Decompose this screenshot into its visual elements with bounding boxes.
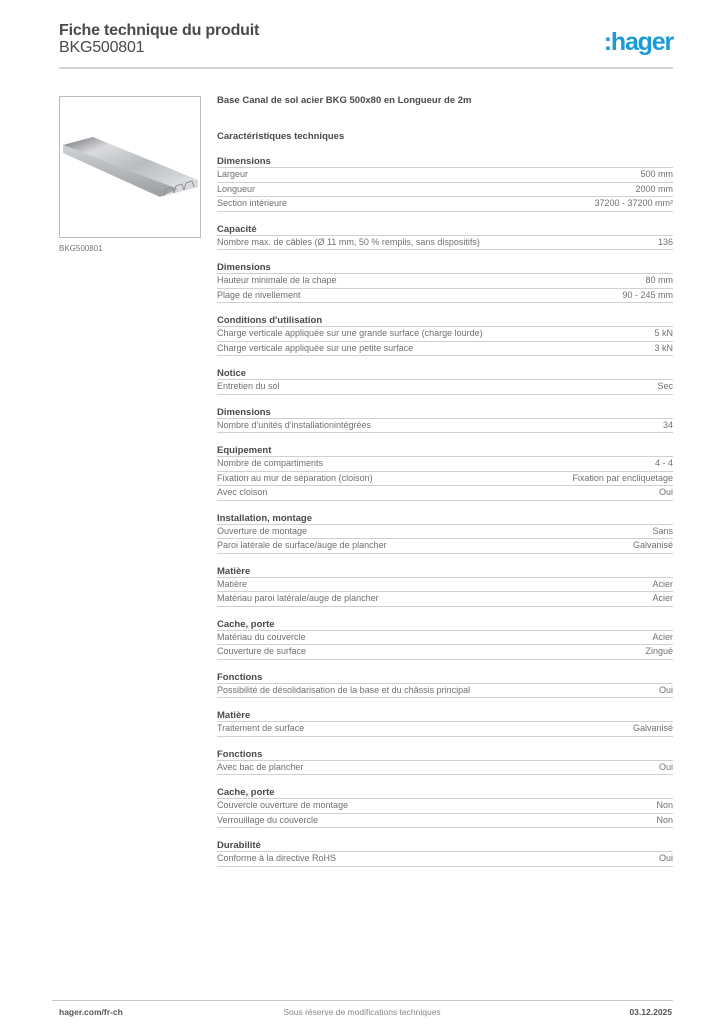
spec-label: Matériau paroi latérale/auge de plancher — [217, 593, 379, 603]
spec-row — [217, 327, 673, 342]
spec-row — [217, 814, 673, 829]
spec-label: Avec bac de plancher — [217, 761, 304, 772]
specifications — [217, 94, 673, 867]
spec-value: 5 kN — [654, 328, 673, 338]
spec-group-title: Cache, porte — [217, 786, 673, 799]
spec-value: 500 mm — [640, 169, 673, 179]
spec-value: 2000 mm — [635, 183, 673, 194]
spec-label: Paroi latérale de surface/auge de plancher — [217, 540, 387, 550]
spec-group-title: Dimensions — [217, 406, 673, 419]
spec-group — [217, 261, 673, 303]
spec-label: Verrouillage du couvercle — [217, 814, 319, 825]
header-divider — [59, 67, 673, 69]
spec-row — [217, 236, 673, 251]
footer-date: 03.12.2025 — [629, 1007, 672, 1017]
spec-label: Possibilité de désolidarisation de la base et du châssis principal — [217, 684, 471, 695]
spec-group — [217, 406, 673, 434]
spec-group — [217, 444, 673, 501]
spec-row — [217, 539, 673, 554]
section-title: Caractéristiques techniques — [217, 131, 345, 142]
document-title: Fiche technique du produit — [59, 22, 260, 39]
spec-label: Charge verticale appliquée sur une grande surface (charge lourde) — [217, 328, 483, 338]
spec-group-title: Fonctions — [217, 748, 673, 761]
spec-value: 34 — [662, 419, 673, 430]
spec-group — [217, 223, 673, 251]
spec-value: Galvanisé — [632, 723, 673, 733]
spec-group-title: Dimensions — [217, 155, 673, 168]
spec-group-title: Fonctions — [217, 671, 673, 684]
spec-value: 37200 - 37200 mm² — [594, 198, 673, 208]
spec-label: Section intérieure — [217, 198, 288, 208]
spec-group-title: Cache, porte — [217, 618, 673, 631]
document-header — [59, 20, 673, 68]
spec-value: Acier — [652, 631, 673, 642]
spec-label: Entretien du sol — [217, 381, 280, 391]
spec-label: Ouverture de montage — [217, 525, 308, 536]
spec-label: Fixation au mur de séparation (cloison) — [217, 472, 373, 483]
spec-group-title: Matière — [217, 565, 673, 578]
spec-value: Galvanisé — [632, 540, 673, 550]
spec-value: Oui — [658, 853, 673, 863]
spec-row — [217, 722, 673, 737]
spec-row — [217, 457, 673, 472]
spec-row — [217, 289, 673, 304]
spec-row — [217, 197, 673, 212]
spec-group-title: Conditions d'utilisation — [217, 314, 673, 327]
spec-value: Oui — [658, 684, 673, 695]
spec-row — [217, 592, 673, 607]
spec-group — [217, 748, 673, 776]
spec-group — [217, 314, 673, 356]
spec-label: Couvercle ouverture de montage — [217, 800, 349, 810]
spec-row — [217, 274, 673, 289]
spec-group — [217, 709, 673, 737]
spec-row — [217, 419, 673, 434]
spec-label: Nombre max. de câbles (Ø 11 mm, 50 % remplis, sans dispositifs) — [217, 236, 480, 247]
spec-group — [217, 786, 673, 828]
spec-group — [217, 618, 673, 660]
footer-website-link[interactable]: hager.com/fr-ch — [59, 1007, 123, 1017]
spec-group-title: Dimensions — [217, 261, 673, 274]
spec-group-title: Notice — [217, 367, 673, 380]
spec-row — [217, 525, 673, 540]
spec-group — [217, 671, 673, 699]
spec-row — [217, 380, 673, 395]
spec-label: Traitement de surface — [217, 723, 305, 733]
spec-value: Fixation par encliquetage — [572, 472, 673, 483]
spec-label: Nombre de compartiments — [217, 458, 324, 468]
spec-label: Conforme à la directive RoHS — [217, 853, 337, 863]
spec-value: Sec — [657, 381, 673, 391]
spec-group-title: Capacité — [217, 223, 673, 236]
spec-label: Largeur — [217, 169, 249, 179]
product-name: Base Canal de sol acier BKG 500x80 en Longueur de 2m — [217, 95, 472, 106]
footer-divider — [52, 1000, 673, 1001]
spec-group — [217, 565, 673, 607]
product-reference: BKG500801 — [59, 39, 145, 56]
spec-row — [217, 631, 673, 646]
spec-label: Hauteur minimale de la chape — [217, 275, 337, 285]
spec-group — [217, 367, 673, 395]
spec-value: Oui — [658, 761, 673, 772]
spec-value: Non — [656, 800, 673, 810]
spec-row — [217, 168, 673, 183]
spec-value: 80 mm — [645, 275, 673, 285]
spec-row — [217, 684, 673, 699]
spec-group-title: Matière — [217, 709, 673, 722]
spec-group — [217, 512, 673, 554]
spec-row — [217, 645, 673, 660]
spec-row — [217, 852, 673, 867]
spec-value: 136 — [657, 236, 673, 247]
spec-groups — [217, 155, 673, 867]
spec-value: Acier — [652, 593, 673, 603]
spec-label: Couverture de surface — [217, 646, 307, 656]
spec-row — [217, 342, 673, 357]
spec-row — [217, 486, 673, 501]
spec-row — [217, 183, 673, 198]
spec-value: Non — [656, 814, 673, 825]
spec-group-title: Installation, montage — [217, 512, 673, 525]
floor-duct-illustration-icon — [60, 97, 200, 237]
spec-row — [217, 761, 673, 776]
spec-label: Matière — [217, 578, 248, 589]
spec-value: 3 kN — [654, 342, 673, 353]
spec-label: Nombre d'unités d'installationintégrées — [217, 419, 372, 430]
hager-logo: :hager — [603, 28, 673, 56]
spec-value: 4 - 4 — [654, 458, 673, 468]
spec-value: Oui — [658, 487, 673, 497]
spec-row — [217, 799, 673, 814]
spec-row — [217, 472, 673, 487]
spec-value: Zingué — [645, 646, 673, 656]
spec-label: Plage de nivellement — [217, 289, 301, 300]
spec-group — [217, 839, 673, 867]
spec-row — [217, 578, 673, 593]
spec-label: Longueur — [217, 183, 256, 194]
spec-group-title: Durabilité — [217, 839, 673, 852]
image-caption: BKG500801 — [59, 244, 103, 253]
spec-label: Charge verticale appliquée sur une petite surface — [217, 342, 414, 353]
product-image — [59, 96, 201, 238]
spec-value: Sans — [652, 525, 673, 536]
spec-value: Acier — [652, 578, 673, 589]
footer-disclaimer: Sous réserve de modifications techniques — [283, 1007, 441, 1017]
spec-label: Avec cloison — [217, 487, 268, 497]
spec-group-title: Equipement — [217, 444, 673, 457]
spec-group — [217, 155, 673, 212]
spec-value: 90 - 245 mm — [622, 289, 673, 300]
spec-label: Matériau du couvercle — [217, 631, 306, 642]
